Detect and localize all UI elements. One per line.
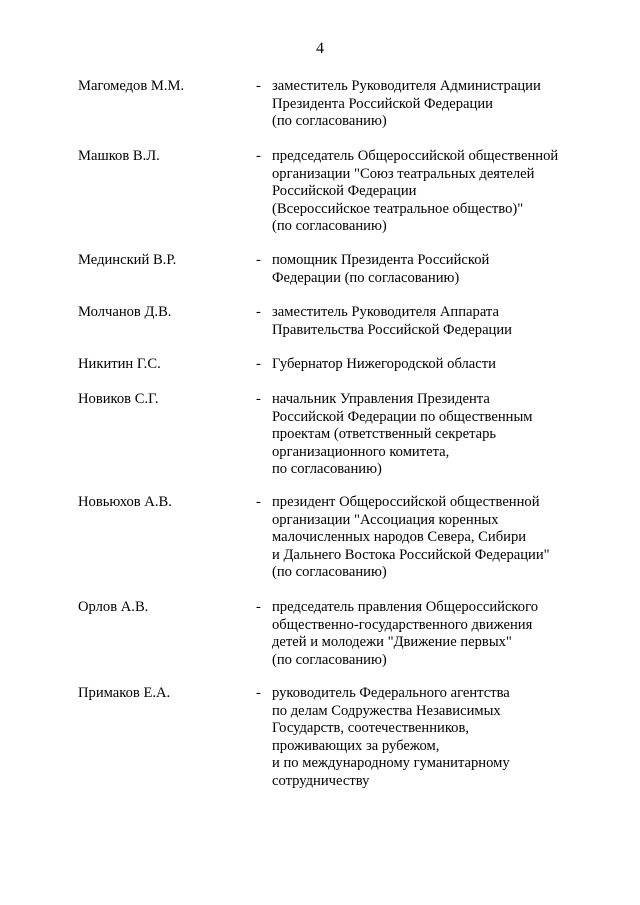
entry-dash: - [256,78,261,94]
description-line: Российской Федерации [272,183,417,200]
description-line: Президента Российской Федерации [272,95,493,112]
description-line: президент Общероссийской общественной [272,494,540,510]
description-line: председатель Общероссийской общественной [272,148,559,164]
description-line: начальник Управления Президента [272,391,490,407]
description-line: председатель правления Общероссийского [272,599,539,615]
entry-dash: - [256,685,261,701]
entry-dash: - [256,304,261,320]
entry-description [272,685,612,791]
entry-dash: - [256,599,261,615]
entry-name: Магомедов М.М. [78,78,185,94]
description-line: (по согласованию) [272,218,387,235]
description-line: организации "Ассоциация коренных [272,511,499,528]
entry-description [272,304,612,339]
description-line: проживающих за рубежом, [272,737,440,754]
entry-description [272,494,612,582]
entry-dash: - [256,356,261,372]
description-line: Государств, соотечественников, [272,720,470,737]
description-line: малочисленных народов Севера, Сибири [272,529,527,546]
entry-name: Орлов А.В. [78,599,149,615]
entry-name: Мединский В.Р. [78,252,177,268]
entry-name: Машков В.Л. [78,148,160,164]
entry-description [272,599,612,669]
description-line: руководитель Федерального агентства [272,685,510,701]
page-number: 4 [316,40,324,57]
entry-dash: - [256,252,261,268]
description-line: и по международному гуманитарному [272,755,510,772]
entry-name: Новиков С.Г. [78,391,159,407]
entry-name: Никитин Г.С. [78,356,161,372]
description-line: детей и молодежи "Движение первых" [272,634,512,651]
entry-name: Примаков Е.А. [78,685,171,701]
description-line: Федерации (по согласованию) [272,269,460,286]
entry-name: Молчанов Д.В. [78,304,172,320]
description-line: сотрудничеству [272,772,370,789]
description-line: (Всероссийское театральное общество)" [272,200,524,217]
description-line: (по согласованию) [272,113,387,130]
description-line: Правительства Российской Федерации [272,321,512,338]
description-line: (по согласованию) [272,564,387,581]
description-line: Губернатор Нижегородской области [272,356,496,372]
entry-dash: - [256,494,261,510]
entry-description [272,356,612,374]
description-line: организационного комитета, [272,443,450,460]
description-line: (по согласованию) [272,651,387,668]
description-line: по согласованию) [272,461,382,478]
description-line: заместитель Руководителя Аппарата [272,304,499,320]
entry-name: Новьюхов А.В. [78,494,172,510]
entry-description [272,252,612,287]
entry-description [272,148,612,236]
description-line: по делам Содружества Независимых [272,702,501,719]
description-line: и Дальнего Востока Российской Федерации" [272,546,550,563]
description-line: организации "Союз театральных деятелей [272,165,535,182]
description-line: Российской Федерации по общественным [272,408,533,425]
description-line: помощник Президента Российской [272,252,490,268]
description-line: проектам (ответственный секретарь [272,426,497,443]
entry-description [272,391,612,479]
entry-dash: - [256,391,261,407]
description-line: общественно-государственного движения [272,616,533,633]
description-line: заместитель Руководителя Администрации [272,78,541,94]
entry-dash: - [256,148,261,164]
entry-description [272,78,612,131]
